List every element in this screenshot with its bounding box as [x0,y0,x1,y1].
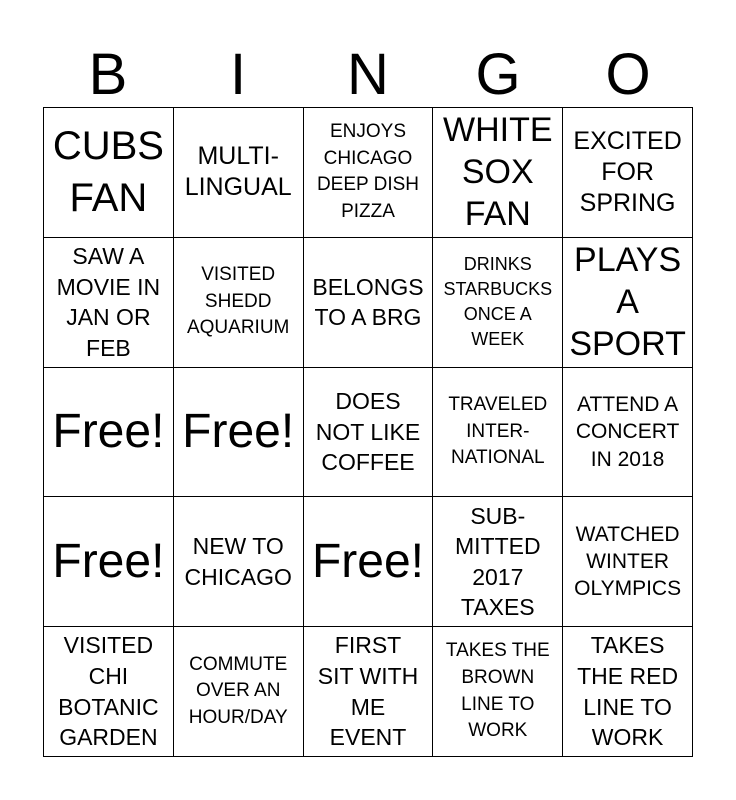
bingo-cell-r3-c4[interactable]: TRAVELED INTER- NATIONAL [433,368,563,498]
header-letter-b: B [88,42,128,107]
bingo-cell-free[interactable]: Free! [304,497,434,627]
bingo-cell-r2-c4[interactable]: DRINKS STARBUCKS ONCE A WEEK [433,238,563,368]
bingo-cell-r5-c2[interactable]: COMMUTE OVER AN HOUR/DAY [174,627,304,757]
bingo-cell-r2-c2[interactable]: VISITED SHEDD AQUARIUM [174,238,304,368]
bingo-cell-r2-c3[interactable]: BELONGS TO A BRG [304,238,434,368]
bingo-cell-r1-c1[interactable]: CUBS FAN [44,108,174,238]
bingo-cell-r5-c1[interactable]: VISITED CHI BOTANIC GARDEN [44,627,174,757]
bingo-cell-free[interactable]: Free! [44,368,174,498]
header-letter-i: I [229,42,247,107]
bingo-cell-r2-c1[interactable]: SAW A MOVIE IN JAN OR FEB [44,238,174,368]
bingo-cell-r1-c2[interactable]: MULTI- LINGUAL [174,108,304,238]
bingo-cell-r5-c3[interactable]: FIRST SIT WITH ME EVENT [304,627,434,757]
bingo-cell-r4-c5[interactable]: WATCHED WINTER OLYMPICS [563,497,693,627]
header-letter-o: O [605,42,651,107]
bingo-cell-r1-c4[interactable]: WHITE SOX FAN [433,108,563,238]
bingo-cell-free[interactable]: Free! [174,368,304,498]
bingo-cell-r4-c4[interactable]: SUB- MITTED 2017 TAXES [433,497,563,627]
bingo-cell-free[interactable]: Free! [44,497,174,627]
bingo-cell-r1-c5[interactable]: EXCITED FOR SPRING [563,108,693,238]
bingo-board [43,107,693,757]
bingo-cell-r3-c3[interactable]: DOES NOT LIKE COFFEE [304,368,434,498]
header-letter-n: N [347,42,389,107]
bingo-cell-r1-c3[interactable]: ENJOYS CHICAGO DEEP DISH PIZZA [304,108,434,238]
header-letter-g: G [475,42,521,107]
bingo-cell-r5-c4[interactable]: TAKES THE BROWN LINE TO WORK [433,627,563,757]
bingo-header [43,44,693,106]
bingo-cell-r2-c5[interactable]: PLAYS A SPORT [563,238,693,368]
bingo-cell-r4-c2[interactable]: NEW TO CHICAGO [174,497,304,627]
bingo-cell-r3-c5[interactable]: ATTEND A CONCERT IN 2018 [563,368,693,498]
bingo-cell-r5-c5[interactable]: TAKES THE RED LINE TO WORK [563,627,693,757]
